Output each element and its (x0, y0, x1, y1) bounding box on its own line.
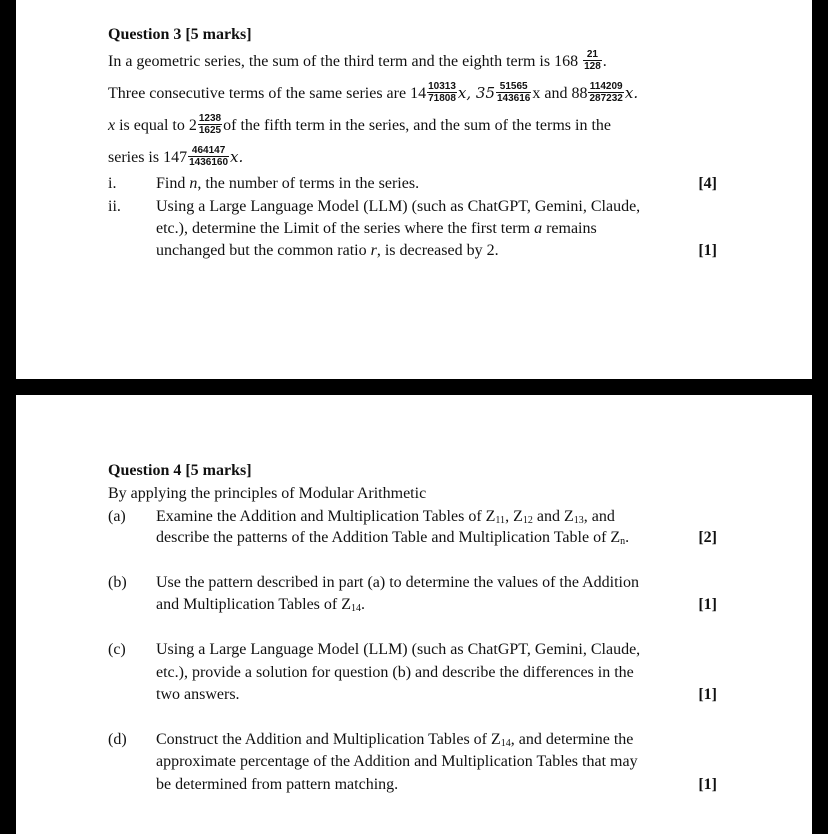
q4-part-d-marks: [1] (698, 776, 717, 793)
q4-part-a-line-2-a: describe the patterns of the Addition Table and Multiplication Table of Z (156, 529, 621, 546)
q3-item-ii-line-3-b: , is decreased by 2. (376, 242, 499, 259)
fraction-10313-71808 (427, 81, 457, 104)
q4-part-b-line-2 (156, 595, 365, 615)
q3-item-i-marks: [4] (698, 175, 717, 192)
fraction-numerator: 10313 (428, 81, 456, 92)
page-question-4 (16, 395, 812, 834)
fraction-denominator: 287232 (589, 93, 623, 104)
q4-part-a-line-1 (156, 507, 615, 527)
q3-line-4-part-b: x. (230, 148, 244, 167)
q3-line-2-part-d: x. (624, 84, 639, 103)
q3-line-3-part-a: is equal to 2 (115, 117, 197, 135)
q3-line-2-part-c: x and 88 (532, 85, 588, 103)
subscript-14: 14 (351, 603, 361, 614)
q4-part-d-line-3: be determined from pattern matching. (156, 776, 399, 793)
q4-part-d-number: (d) (108, 731, 127, 748)
q4-part-d-line-1-a: Construct the Addition and Multiplication Tables of Z (156, 731, 501, 748)
fraction-464147-1436160 (188, 145, 229, 168)
q4-part-a-number: (a) (108, 508, 126, 525)
q4-part-d-line-1 (156, 730, 633, 750)
q3-item-i-text (156, 174, 419, 194)
variable-x: x (108, 117, 116, 135)
q3-line-2 (108, 83, 638, 106)
q3-line-3-part-b: of the fifth term in the series, and the sum of the terms in the (223, 117, 612, 135)
q4-part-c-number: (c) (108, 641, 126, 658)
q3-line-1-text: In a geometric series, the sum of the third term and the eighth term is 168 (108, 53, 579, 71)
variable-n: n (189, 175, 198, 192)
fraction-numerator: 114209 (589, 81, 623, 92)
q3-item-ii-line-2 (156, 219, 597, 239)
q3-line-3 (108, 115, 611, 138)
q3-item-ii-marks: [1] (698, 242, 717, 259)
fraction-numerator: 51565 (496, 81, 531, 93)
q3-line-2-part-a: Three consecutive terms of the same series are 14 (108, 85, 427, 103)
fraction-51565-143616 (496, 81, 531, 104)
q4-part-a-line-1-b: , Z (505, 508, 523, 525)
q3-item-ii-line-2-a: etc.), determine the Limit of the series where the first term (156, 220, 535, 237)
q3-item-i-number: i. (108, 175, 117, 192)
q3-line-4-part-a: series is 147 (108, 149, 188, 167)
q3-item-i-text-a: Find (156, 175, 190, 192)
subscript-11: 11 (495, 515, 506, 526)
q4-part-c-line-1: Using a Large Language Model (LLM) (such as ChatGPT, Gemini, Claude, (156, 641, 641, 658)
fraction-denominator: 71808 (428, 93, 456, 104)
q3-item-i-text-b: , the number of terms in the series. (197, 175, 420, 192)
q4-part-a-line-1-d: , and (583, 508, 615, 525)
q4-part-a-marks: [2] (698, 529, 717, 546)
q3-item-ii-line-3 (156, 241, 499, 261)
fraction-1238-1625 (198, 113, 222, 136)
q3-item-ii-line-2-b: remains (542, 220, 597, 237)
q4-part-a-line-2 (156, 528, 629, 548)
fraction-numerator: 1238 (198, 113, 222, 124)
fraction-114209-287232 (588, 81, 623, 104)
q4-part-b-line-1: Use the pattern described in part (a) to determine the values of the Addition (156, 574, 639, 591)
fraction-denominator: 128 (584, 61, 601, 72)
subscript-13: 13 (573, 515, 584, 526)
subscript-14: 14 (500, 738, 511, 749)
q3-heading: Question 3 [5 marks] (108, 26, 252, 43)
q3-item-ii-line-1: Using a Large Language Model (LLM) (such as ChatGPT, Gemini, Claude, (156, 198, 641, 215)
q4-part-b-line-2-a: and Multiplication Tables of Z (156, 596, 351, 613)
fraction-numerator: 464147 (188, 145, 229, 157)
variable-r: r (370, 242, 377, 259)
fraction-denominator: 1625 (198, 125, 222, 136)
q4-part-b-marks: [1] (698, 596, 717, 613)
q4-part-b-number: (b) (108, 574, 127, 591)
q4-part-a-line-1-a: Examine the Addition and Multiplication Tables of Z (156, 508, 496, 525)
q4-part-d-line-2: approximate percentage of the Addition and Multiplication Tables that may (156, 753, 638, 770)
q4-part-d-line-1-b: , and determine the (510, 731, 634, 748)
fraction-denominator: 1436160 (189, 157, 229, 168)
fraction-21-128 (583, 49, 602, 72)
subscript-12: 12 (522, 515, 533, 526)
subscript-n: n (620, 536, 626, 547)
q4-part-b-line-2-b: . (361, 596, 365, 613)
q4-part-a-line-1-c: and Z (532, 508, 574, 525)
q3-line-2-part-b: x, 35 (457, 84, 495, 103)
page-question-3 (16, 0, 812, 379)
q4-intro: By applying the principles of Modular Arithmetic (108, 485, 427, 502)
q4-part-c-line-3: two answers. (156, 686, 240, 703)
variable-a: a (534, 220, 543, 237)
q4-part-c-line-2: etc.), provide a solution for question (b) and describe the differences in the (156, 664, 634, 681)
q4-part-c-marks: [1] (698, 686, 717, 703)
q3-item-ii-number: ii. (108, 198, 121, 215)
q4-heading: Question 4 [5 marks] (108, 462, 252, 479)
q3-line-1: In a geometric series, the sum of the third term and the eighth term is 168 $\frac{21}{128}$ . (108, 49, 607, 72)
q4-part-a-line-2-b: . (625, 529, 630, 546)
fraction-denominator: 143616 (497, 93, 531, 104)
q3-item-ii-line-3-a: unchanged but the common ratio (156, 242, 371, 259)
fraction-numerator: 21 (583, 49, 602, 61)
q3-line-4 (108, 147, 243, 170)
